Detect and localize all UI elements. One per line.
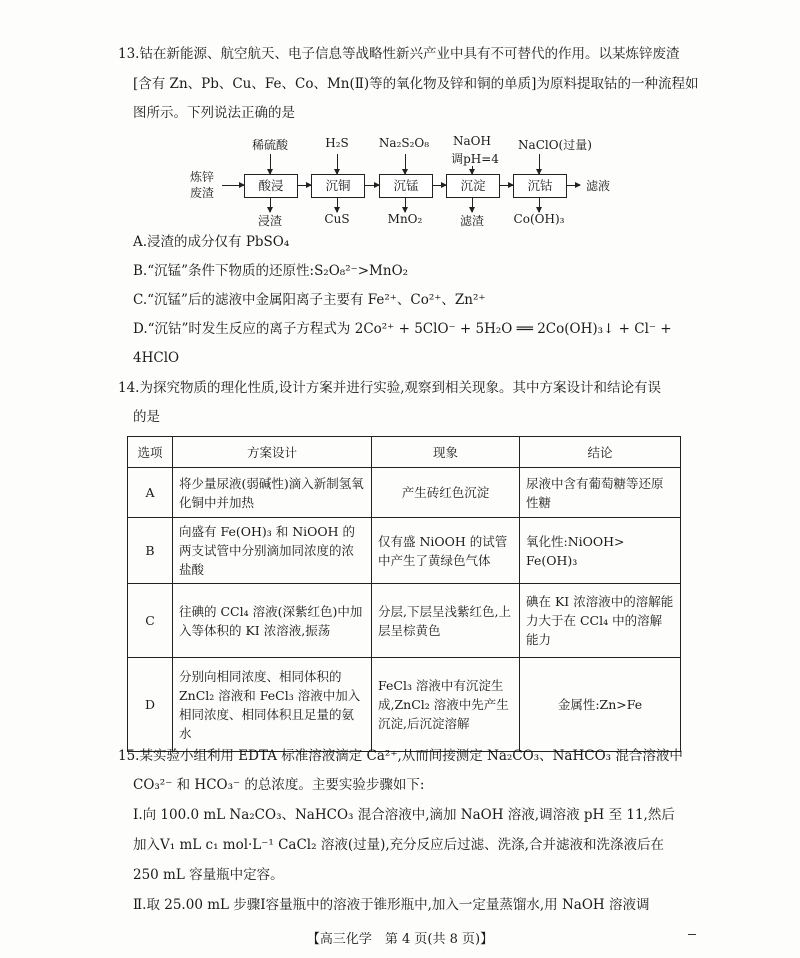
q15-line-1: 15.某实验小组利用 EDTA 标准溶液滴定 Ca²⁺,从而间接测定 Na₂CO₃、NaHCO₃ 混合溶液中 [118,748,683,764]
flow-arrow [472,198,473,212]
q13-option-a: A.浸渣的成分仅有 PbSO₄ [133,234,290,250]
flow-reagent-4-note: 调pH=4 [451,152,499,166]
flow-arrow [270,198,271,212]
q14-table [127,436,681,752]
flow-arrow [222,185,244,186]
q15-line-3: Ⅰ.向 100.0 mL Na₂CO₃、NaHCO₃ 混合溶液中,滴加 NaOH 溶液,调溶液 pH 至 11,然后 [133,807,675,823]
flow-step-5: 沉钴 [513,174,567,198]
flow-arrow [270,154,271,174]
table-cell-design: 将少量尿液(弱碱性)滴入新制氢氧化铜中并加热 [173,468,372,518]
table-cell-phenomenon: 仅有盛 NiOOH 的试管中产生了黄绿色气体 [372,518,520,584]
table-row [128,518,681,584]
table-row [128,658,681,752]
flow-end-label: 滤液 [586,179,611,193]
flow-product-2: CuS [324,212,350,226]
table-cell-design: 向盛有 Fe(OH)₃ 和 NiOOH 的两支试管中分别滴加同浓度的浓盐酸 [173,518,372,584]
flow-arrow [539,198,540,212]
flow-reagent-4: NaOH [453,134,491,148]
q13-option-d-line-2: 4HClO [133,350,180,366]
flow-step-3: 沉锰 [379,174,433,198]
q13-option-c: C.“沉锰”后的滤液中金属阳离子主要有 Fe²⁺、Co²⁺、Zn²⁺ [133,292,486,308]
flow-reagent-3: Na₂S₂O₈ [378,136,430,150]
flow-step-4: 沉淀 [446,174,500,198]
flow-product-5: Co(OH)₃ [513,212,565,226]
table-cell-design: 分别向相同浓度、相同体积的 ZnCl₂ 溶液和 FeCl₃ 溶液中加入相同浓度、相同体积且足量的氨水 [173,658,372,752]
flow-reagent-2: H₂S [325,136,349,150]
flow-start-label-2: 废渣 [190,186,215,200]
flow-arrow [297,185,311,186]
table-cell-option: B [128,518,173,584]
table-row [128,468,681,518]
flow-arrow [337,198,338,212]
q14-line-1: 14.为探究物质的理化性质,设计方案并进行实验,观察到相关现象。其中方案设计和结论有误 [118,380,662,396]
table-cell-conclusion: 氧化性:NiOOH> Fe(OH)₃ [520,518,681,584]
q13-line-1: 13.钴在新能源、航空航天、电子信息等战略性新兴产业中具有不可替代的作用。以某炼锌废渣 [118,46,680,62]
flow-step-2: 沉铜 [311,174,365,198]
table-cell-option: D [128,658,173,752]
table-cell-phenomenon: FeCl₃ 溶液中有沉淀生成,ZnCl₂ 溶液中先产生沉淀,后沉淀溶解 [372,658,520,752]
q15-line-5: 250 mL 容量瓶中定容。 [133,867,284,883]
flow-arrow [405,198,406,212]
q13-line-2: [含有 Zn、Pb、Cu、Fe、Co、Mn(Ⅱ)等的氧化物及锌和铜的单质]为原料提取钴的一种流程如 [133,76,699,92]
flow-arrow [539,154,540,174]
q14-line-2: 的是 [133,409,160,425]
table-header-row [128,437,681,468]
q15-line-6: Ⅱ.取 25.00 mL 步骤Ⅰ容量瓶中的溶液于锥形瓶中,加入一定量蒸馏水,用 NaOH 溶液调 [133,897,650,913]
q15-line-4: 加入V₁ mL c₁ mol·L⁻¹ CaCl₂ 溶液(过量),充分反应后过滤、洗涤,合并滤液和洗涤液后在 [133,837,664,853]
table-cell-phenomenon: 产生砖红色沉淀 [372,468,520,518]
q15-line-2: CO₃²⁻ 和 HCO₃⁻ 的总浓度。主要实验步骤如下: [133,777,425,793]
flow-reagent-5: NaClO(过量) [518,138,592,152]
flow-arrow [364,185,379,186]
flow-product-3: MnO₂ [387,212,423,226]
table-row [128,584,681,658]
table-cell-phenomenon: 分层,下层呈浅紫红色,上层呈棕黄色 [372,584,520,658]
table-header: 选项 [128,437,173,468]
flow-arrow [472,166,473,174]
table-cell-conclusion: 碘在 KI 浓溶液中的溶解能力大于在 CCl₄ 中的溶解能力 [520,584,681,658]
flow-arrow [432,185,446,186]
q13-option-d-line-1: D.“沉钴”时发生反应的离子方程式为 2Co²⁺ + 5ClO⁻ + 5H₂O ══ 2Co(OH)₃↓ + Cl⁻ + [133,321,672,337]
table-cell-conclusion: 尿液中含有葡萄糖等还原性糖 [520,468,681,518]
table-cell-conclusion: 金属性:Zn>Fe [520,658,681,752]
table-cell-option: C [128,584,173,658]
table-cell-design: 往碘的 CCl₄ 溶液(深紫红色)中加入等体积的 KI 浓溶液,振荡 [173,584,372,658]
table-header: 方案设计 [173,437,372,468]
footer-dash [688,934,696,935]
table-header: 现象 [372,437,520,468]
flow-product-1: 浸渣 [257,214,282,228]
flow-arrow [337,154,338,174]
q13-line-3: 图所示。下列说法正确的是 [133,105,295,121]
flow-start-label-1: 炼锌 [190,170,215,184]
flow-arrow [566,185,580,186]
q13-option-b: B.“沉锰”条件下物质的还原性:S₂O₈²⁻>MnO₂ [133,263,409,279]
table-header: 结论 [520,437,681,468]
flow-reagent-1: 稀硫酸 [251,138,288,152]
flow-arrow [405,154,406,174]
flow-arrow [499,185,513,186]
table-cell-option: A [128,468,173,518]
flow-step-1: 酸浸 [244,174,298,198]
flow-product-4: 滤渣 [459,214,484,228]
page-footer: 【高三化学 第 4 页(共 8 页)】 [306,932,494,947]
